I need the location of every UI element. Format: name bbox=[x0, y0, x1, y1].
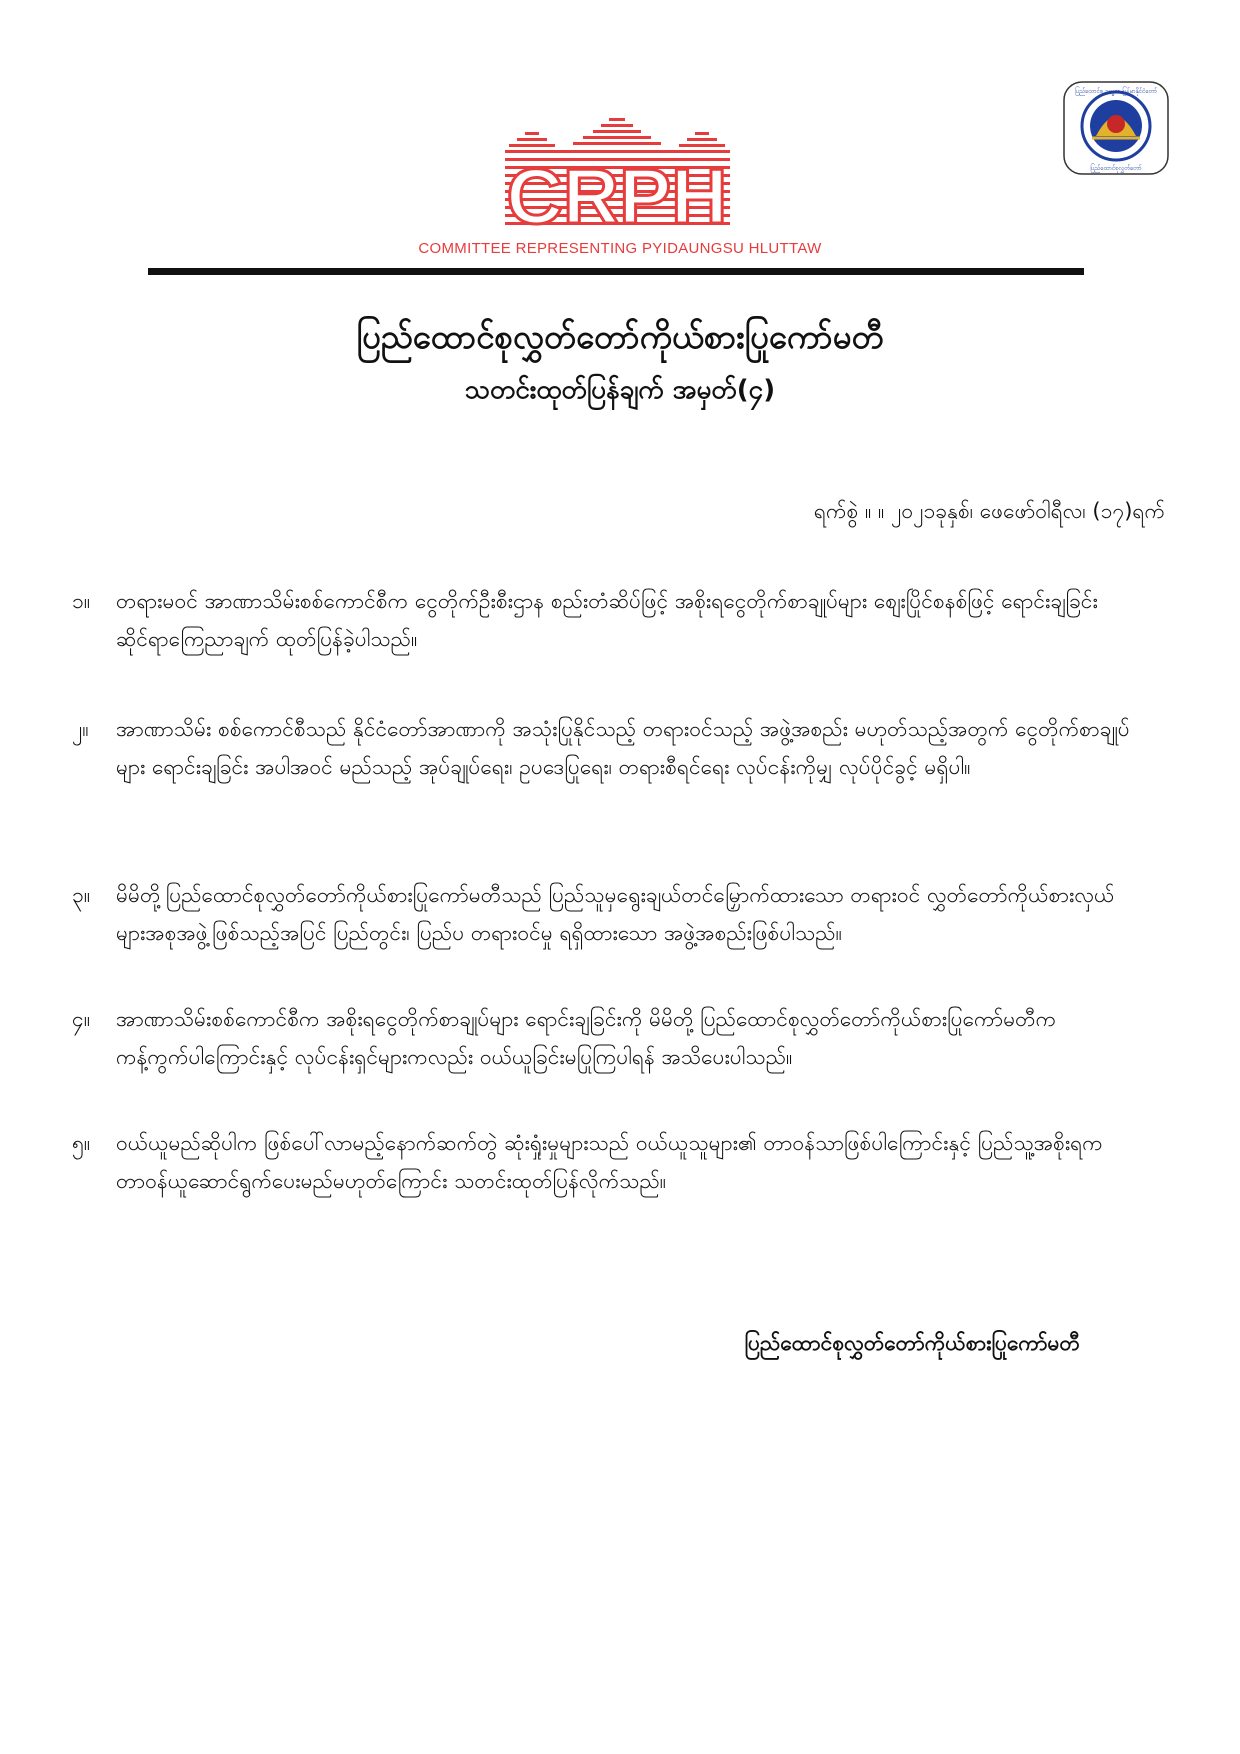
paragraph-number: ၂။ bbox=[72, 717, 89, 741]
org-caption: COMMITTEE REPRESENTING PYIDAUNGSU HLUTTAW bbox=[418, 240, 822, 257]
seal-ring-text: ပြည်ထောင်စု သမ္မတ မြန်မာနိုင်ငံတော် bbox=[1074, 88, 1158, 95]
paragraph-5 bbox=[72, 1124, 1132, 1200]
paragraph-number: ၅။ bbox=[72, 1131, 91, 1155]
paragraph-text: အာဏာသိမ်း စစ်ကောင်စီသည် နိုင်ငံတော်အာဏာကို အသုံးပြုနိုင်သည့် တရားဝင်သည့် အဖွဲ့အစည်း မဟုတ်သည့်အတွက် ငွေတိုက်စာချုပ်များ ရောင်းချခြင်း အပါအဝင် မည်သည့် အုပ်ချုပ်ရေး၊ ဥပဒေပြုရေး၊ တရားစီရင်ရေး လုပ်ငန်းကိုမျှ လုပ်ပိုင်ခွင့် မရှိပါ။ bbox=[116, 717, 1130, 779]
paragraph-text: တရားမဝင် အာဏာသိမ်းစစ်ကောင်စီက ငွေတိုက်ဦးစီးဌာန စည်းတံဆိပ်ဖြင့် အစိုးရငွေတိုက်စာချုပ်များ စျေးပြိုင်စနစ်ဖြင့် ရောင်းချခြင်းဆိုင်ရာကြေညာချက် ထုတ်ပြန်ခဲ့ပါသည်။ bbox=[116, 589, 1098, 651]
paragraph-2 bbox=[72, 710, 1132, 786]
paragraph-4 bbox=[72, 1000, 1132, 1076]
paragraph-text: ဝယ်ယူမည်ဆိုပါက ဖြစ်ပေါ်လာမည့်နောက်ဆက်တွဲ ဆုံးရှုံးမှုများသည် ဝယ်ယူသူများ၏ တာဝန်သာဖြစ်ပါကြောင်းနှင့် ပြည်သူ့အစိုးရက တာဝန်ယူဆောင်ရွက်ပေးမည်မဟုတ်ကြောင်း သတင်းထုတ်ပြန်လိုက်သည်။ bbox=[116, 1131, 1103, 1193]
document-title: ပြည်ထောင်စုလွှတ်တော်ကိုယ်စားပြုကော်မတီ bbox=[356, 317, 884, 356]
logo-text: CRPH bbox=[506, 152, 728, 232]
document-subtitle: သတင်းထုတ်ပြန်ချက် အမှတ်(၄) bbox=[464, 375, 776, 405]
seal-bottom-text: ပြည်ထောင်စုလွှတ်တော် bbox=[1090, 165, 1142, 172]
crph-logo bbox=[505, 118, 730, 232]
paragraph-number: ၃။ bbox=[72, 883, 91, 907]
paragraph-number: ၄။ bbox=[72, 1007, 91, 1031]
paragraph-text: အာဏာသိမ်းစစ်ကောင်စီက အစိုးရငွေတိုက်စာချုပ်များ ရောင်းချခြင်းကို မိမိတို့ ပြည်ထောင်စုလွှတ်တော်ကိုယ်စားပြုကော်မတီက ကန့်ကွက်ပါကြောင်းနှင့် လုပ်ငန်းရှင်များကလည်း ဝယ်ယူခြင်းမပြုကြပါရန် အသိပေးပါသည်။ bbox=[116, 1007, 1057, 1069]
reference-date: ရက်စွဲ ။ ။ ၂၀၂၁ခုနှစ်၊ ဖေဖော်ဝါရီလ၊ (၁၇)ရက် bbox=[813, 499, 1165, 523]
paragraph-text: မိမိတို့ပြည်ထောင်စုလွှတ်တော်ကိုယ်စားပြုကော်မတီသည် ပြည်သူမှရွေးချယ်တင်မြှောက်ထားသော တရားဝင် လွှတ်တော်ကိုယ်စားလှယ်များအစုအဖွဲ့ဖြစ်သည့်အပြင် ပြည်တွင်း၊ ပြည်ပ တရားဝင်မှု ရရှိထားသော အဖွဲ့အစည်းဖြစ်ပါသည်။ bbox=[116, 883, 1115, 945]
header-divider bbox=[148, 268, 1084, 275]
paragraph-1 bbox=[72, 582, 1132, 658]
paragraph-3 bbox=[72, 876, 1132, 952]
signature: ပြည်ထောင်စုလွှတ်တော်ကိုယ်စားပြုကော်မတီ bbox=[744, 1331, 1080, 1355]
paragraph-number: ၁။ bbox=[72, 589, 91, 613]
state-seal bbox=[1062, 80, 1170, 176]
